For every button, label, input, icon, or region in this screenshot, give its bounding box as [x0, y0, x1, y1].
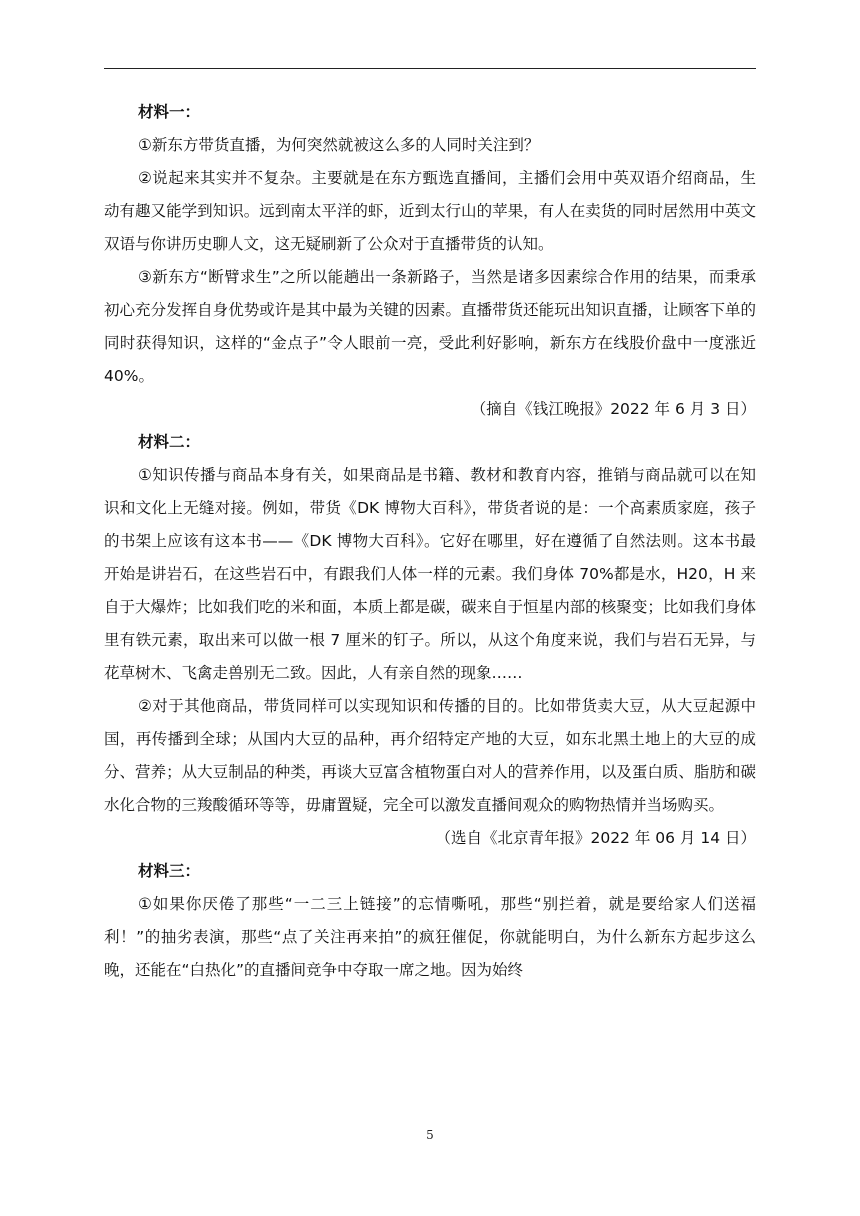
- material-one-paragraph-3: ③新东方“断臂求生”之所以能趟出一条新路子，当然是诸多因素综合作用的结果，而秉承初心充分发挥自身优势或许是其中最为关键的因素。直播带货还能玩出知识直播，让顾客下单的同时获得知识，这样的“金点子”令人眼前一亮，受此利好影响，新东方在线股价盘中一度涨近40%。: [104, 268, 756, 385]
- material-one-paragraph-2: ②说起来其实并不复杂。主要就是在东方甄选直播间，主播们会用中英双语介绍商品，生动有趣又能学到知识。远到南太平洋的虾，近到太行山的苹果，有人在卖货的同时居然用中英文双语与你讲历史聊人文，这无疑刷新了公众对于直播带货的认知。: [104, 169, 756, 253]
- page-content: [104, 96, 756, 987]
- material-two-paragraph-2: ②对于其他商品，带货同样可以实现知识和传播的目的。比如带货卖大豆，从大豆起源中国，再传播到全球；从国内大豆的品种，再介绍特定产地的大豆，如东北黑土地上的大豆的成分、营养；从大豆制品的种类，再谈大豆富含植物蛋白对人的营养作用，以及蛋白质、脂肪和碳水化合物的三羧酸循环等等，毋庸置疑，完全可以激发直播间观众的购物热情并当场购买。: [104, 697, 756, 814]
- page-number: 5: [426, 1128, 434, 1142]
- material-two: [104, 426, 756, 855]
- material-one: [104, 96, 756, 426]
- material-two-heading: 材料二：: [138, 433, 201, 451]
- material-three: [104, 855, 756, 987]
- material-three-heading: 材料三：: [138, 862, 201, 880]
- material-one-source: （摘自《钱江晚报》2022 年 6 月 3 日）: [470, 400, 756, 418]
- material-one-heading: 材料一：: [138, 103, 201, 121]
- material-two-source: （选自《北京青年报》2022 年 06 月 14 日）: [435, 829, 756, 847]
- material-two-paragraph-1: ①知识传播与商品本身有关，如果商品是书籍、教材和教育内容，推销与商品就可以在知识和文化上无缝对接。例如，带货《DK 博物大百科》，带货者说的是：一个高素质家庭，孩子的书架上应该有这本书——《DK 博物大百科》。它好在哪里，好在遵循了自然法则。这本书最开始是讲岩石，在这些岩石中，有跟我们人体一样的元素。我们身体 70%都是水，H20，H 来自于大爆炸；比如我们吃的米和面，本质上都是碳，碳来自于恒星内部的核聚变；比如我们身体里有铁元素，取出来可以做一根 7 厘米的钉子。所以，从这个角度来说，我们与岩石无异，与花草树木、飞禽走兽别无二致。因此，人有亲自然的现象……: [104, 466, 756, 682]
- material-three-paragraph-1: ①如果你厌倦了那些“一二三上链接”的忘情嘶吼，那些“别拦着，就是要给家人们送福利！”的抽劣表演，那些“点了关注再来拍”的疯狂催促，你就能明白，为什么新东方起步这么晚，还能在“白热化”的直播间竞争中夺取一席之地。因为始终: [104, 895, 756, 979]
- header-rule: [104, 68, 756, 69]
- material-one-paragraph-1: ①新东方带货直播，为何突然就被这么多的人同时关注到？: [138, 136, 540, 154]
